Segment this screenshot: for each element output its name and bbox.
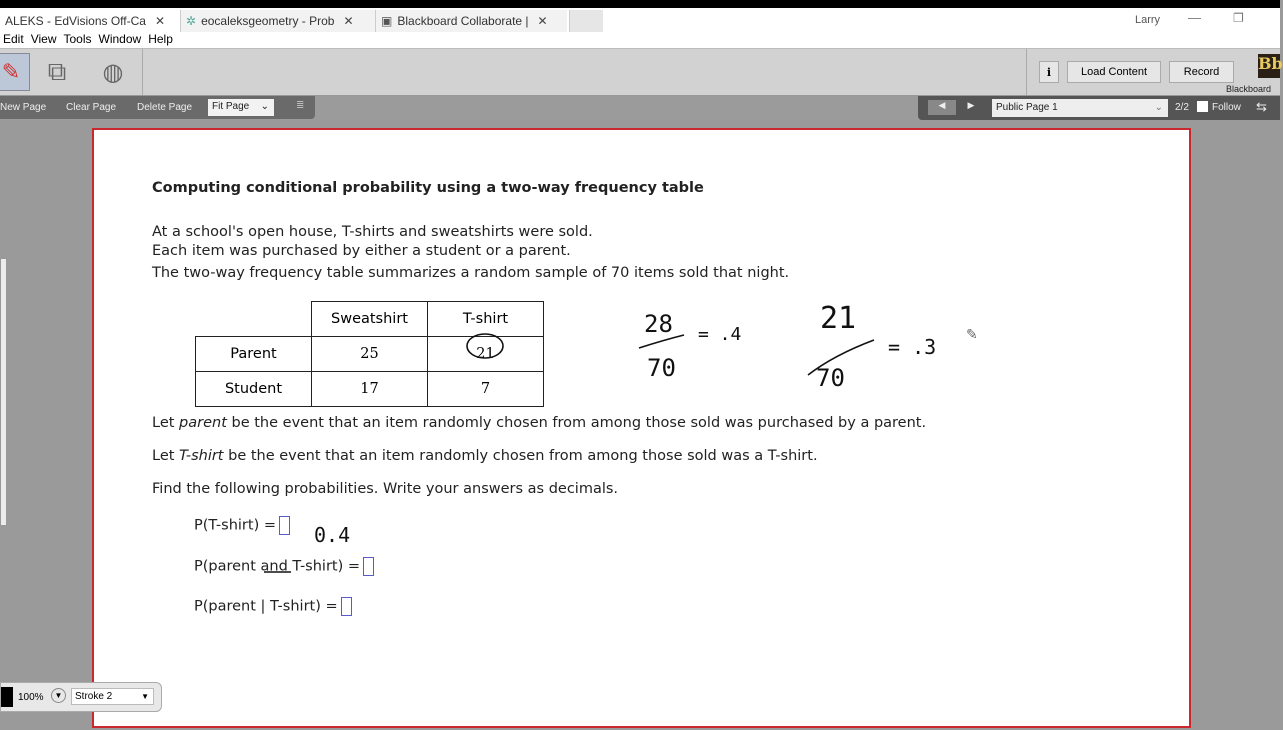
whiteboard-page[interactable] (92, 128, 1191, 728)
stroke-select[interactable] (71, 688, 154, 705)
text: be the event that an item randomly chosen from among those sold was purchased by a parent. (226, 415, 927, 431)
instruction: Find the following probabilities. Write your answers as decimals. (152, 481, 619, 497)
text: Let (152, 448, 180, 464)
swap-arrows-icon[interactable]: ⇆ (1256, 99, 1267, 114)
restore-button[interactable]: ❐ (1233, 11, 1244, 25)
info-button[interactable]: i (1039, 61, 1059, 83)
app-share-button[interactable] (38, 53, 76, 91)
intro-line-1: At a school's open house, T-shirts and sweatshirts were sold. (152, 224, 593, 240)
tab-blackboard[interactable] (375, 10, 567, 32)
menu-edit[interactable]: Edit (3, 32, 24, 46)
tab-label: ALEKS - EdVisions Off-Ca (5, 14, 146, 28)
close-icon[interactable]: ✕ (537, 14, 548, 28)
question-label: P(parent and T-shirt) = (194, 558, 361, 575)
header-sweatshirt: Sweatshirt (312, 302, 428, 337)
page-nav-bar (918, 96, 1280, 120)
menu-view[interactable]: View (30, 32, 57, 46)
pen-cursor-icon: ✎ (966, 326, 978, 342)
text: parent (179, 415, 227, 431)
load-content-button[interactable]: Load Content (1067, 61, 1161, 83)
delete-page-button[interactable]: Delete Page (137, 102, 193, 113)
menu-tools[interactable]: Tools (63, 32, 92, 46)
color-swatch[interactable] (1, 687, 13, 707)
menu-bar (0, 32, 1280, 49)
blackboard-logo: Bb (1258, 54, 1280, 78)
window-top-bar (0, 0, 1280, 8)
ink-answer-1: 0.4 (314, 523, 351, 547)
record-button[interactable]: Record (1169, 61, 1234, 83)
text: be the event that an item randomly chosen from among those sold was a T-shirt. (223, 448, 818, 464)
handwriting-layer (94, 130, 1193, 730)
cell: 21 (428, 337, 544, 372)
cell: 17 (312, 372, 428, 407)
minimize-button[interactable]: — (1188, 10, 1201, 25)
zoom-select[interactable] (208, 99, 274, 116)
list-icon[interactable]: ≣ (296, 100, 305, 111)
pencil-icon: ✎ (1, 59, 21, 84)
header-tshirt: T-shirt (428, 302, 544, 337)
stroke-select-value: Stroke 2 (75, 691, 113, 702)
zoom-level: 100% (18, 692, 44, 703)
menu-window[interactable]: Window (98, 32, 142, 46)
web-tour-button[interactable] (94, 53, 132, 91)
divider (1026, 49, 1027, 95)
chevron-down-icon: ⌄ (1154, 102, 1163, 113)
whiteboard-button[interactable] (0, 53, 30, 91)
row-label: Student (196, 372, 312, 407)
next-page-button[interactable]: ▶ (967, 100, 975, 110)
follow-checkbox[interactable] (1197, 101, 1208, 112)
divider (142, 49, 143, 95)
ink-circle (467, 334, 503, 358)
menu-help[interactable]: Help (148, 32, 173, 46)
prev-page-button[interactable]: ◀ (928, 100, 956, 115)
problem-title: Computing conditional probability using a two-way frequency table (152, 180, 704, 196)
ink-frac1-den: 70 (647, 354, 676, 382)
intro-line-2: Each item was purchased by either a student or a parent. (152, 243, 571, 259)
logo-caption: Blackboard (1226, 84, 1272, 94)
ink-frac1-result: = .4 (698, 324, 742, 345)
row-label: Parent (196, 337, 312, 372)
page-tools-bar (0, 96, 315, 119)
tab-label: eocaleksgeometry - Prob (201, 14, 335, 28)
ink-frac1-num: 28 (644, 310, 673, 338)
chevron-down-icon: ⌄ (260, 101, 269, 112)
cell: 7 (428, 372, 544, 407)
video-icon: ▣ (381, 14, 393, 28)
tab-label: Blackboard Collaborate | (397, 14, 529, 28)
chevron-down-icon: ▼ (141, 692, 149, 701)
question-label: P(T-shirt) = (194, 517, 276, 534)
new-page-button[interactable]: New Page (0, 102, 47, 113)
tool-palette (0, 682, 162, 712)
zoom-select-value: Fit Page (212, 101, 250, 112)
browser-tab-bar (0, 8, 1280, 32)
pinwheel-icon: ✲ (186, 14, 197, 28)
cell: 25 (312, 337, 428, 372)
page-count: 2/2 (1175, 102, 1189, 113)
clear-page-button[interactable]: Clear Page (66, 102, 117, 113)
ink-frac2-result: = .3 (888, 335, 937, 359)
zoom-dropdown-icon[interactable]: ▼ (51, 688, 66, 703)
question-label: P(parent | T-shirt) = (194, 598, 338, 615)
follow-label: Follow (1212, 102, 1241, 113)
collaborate-toolbar (0, 49, 1283, 96)
intro-line-3: The two-way frequency table summarizes a random sample of 70 items sold that night. (152, 265, 790, 281)
tab-aleks[interactable] (0, 10, 180, 32)
ink-strokes (264, 334, 874, 572)
text: Let (152, 415, 180, 431)
windows-icon: ⧉ (47, 56, 67, 86)
ink-frac2-den: 70 (816, 364, 845, 392)
tab-eocaleks[interactable] (180, 10, 375, 32)
ink-frac2-num: 21 (820, 301, 857, 336)
text: T-shirt (179, 448, 224, 464)
page-select[interactable] (992, 99, 1168, 117)
close-icon[interactable]: ✕ (154, 14, 166, 28)
close-icon[interactable]: ✕ (343, 14, 354, 28)
page-select-value: Public Page 1 (996, 102, 1058, 113)
new-tab-button[interactable] (569, 10, 603, 32)
globe-icon: ◍ (102, 58, 124, 86)
left-side-panel[interactable] (0, 258, 7, 526)
user-name: Larry (1135, 14, 1161, 26)
